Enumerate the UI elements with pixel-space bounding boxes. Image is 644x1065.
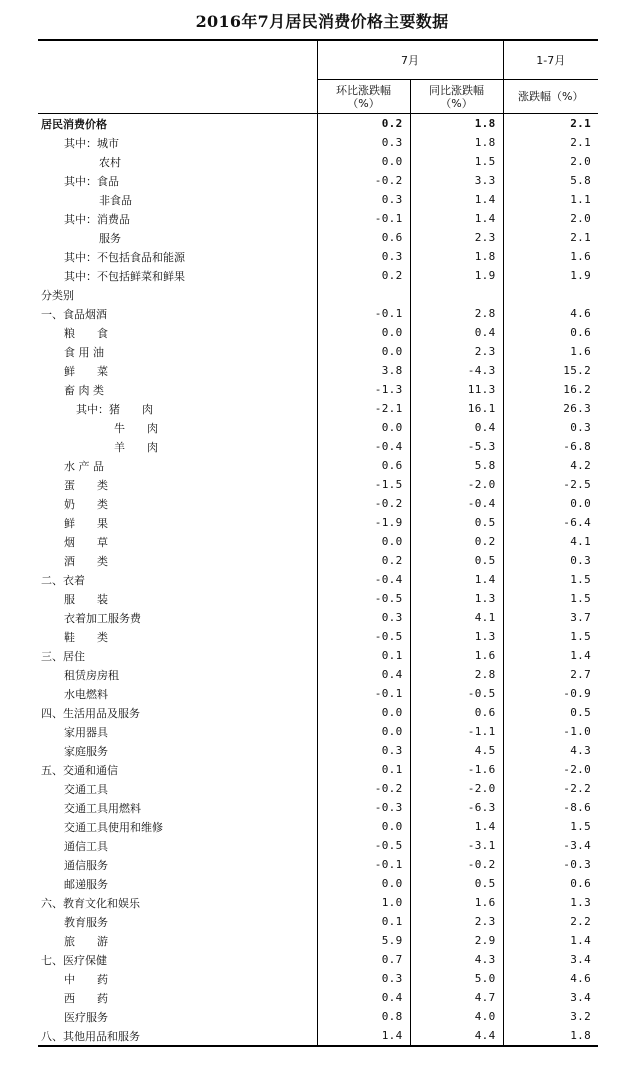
row-ytd-value: 1.6 [503,342,598,361]
table-row [38,912,598,931]
table-row [38,475,598,494]
row-ytd-value: 1.4 [503,646,598,665]
row-ytd-value: -0.3 [503,855,598,874]
row-ytd-value: 26.3 [503,399,598,418]
row-ytd-value: -6.4 [503,513,598,532]
row-yoy-value [410,285,503,304]
table-row [38,874,598,893]
row-yoy-value: 3.3 [410,171,503,190]
row-yoy-value: 4.1 [410,608,503,627]
row-label: 交通工具 [64,782,108,796]
table-row [38,418,598,437]
row-ytd-value: 2.7 [503,665,598,684]
row-yoy-value: 0.5 [410,874,503,893]
row-ytd-value: 2.1 [503,133,598,152]
row-mom-value: -0.5 [317,836,410,855]
row-ytd-value: -2.2 [503,779,598,798]
row-mom-value: 0.0 [317,874,410,893]
row-label: 租赁房房租 [64,668,119,682]
row-label: 其中：消费品 [64,212,130,226]
row-ytd-value: 1.8 [503,1026,598,1046]
row-label: 其中：猪 肉 [76,402,153,416]
table-row [38,513,598,532]
row-ytd-value: 4.1 [503,532,598,551]
row-ytd-value: 4.2 [503,456,598,475]
row-ytd-value: 1.6 [503,247,598,266]
table-row [38,551,598,570]
row-ytd-value: 1.5 [503,627,598,646]
table-row [38,969,598,988]
table-row [38,114,598,134]
row-yoy-value: 2.3 [410,912,503,931]
row-yoy-value: 4.0 [410,1007,503,1026]
row-yoy-value: 4.5 [410,741,503,760]
row-mom-value: 0.3 [317,247,410,266]
row-ytd-value: 1.3 [503,893,598,912]
table-row [38,323,598,342]
header-yoy-text: 同比涨跌幅 （%） [429,83,484,110]
row-label: 水电燃料 [64,687,108,701]
row-label: 非食品 [99,193,132,207]
row-label: 旅 游 [64,934,108,948]
row-label: 鲜 菜 [64,364,108,378]
row-mom-value: -1.3 [317,380,410,399]
row-label: 分类别 [41,288,74,302]
row-mom-value: -0.1 [317,684,410,703]
header-ytd: 1-7月 [503,40,598,80]
row-yoy-value: 2.3 [410,228,503,247]
row-label: 食 用 油 [64,345,104,359]
row-label: 服 装 [64,592,108,606]
table-row [38,646,598,665]
row-yoy-value: 4.3 [410,950,503,969]
table-row [38,304,598,323]
row-ytd-value: -0.9 [503,684,598,703]
row-mom-value: -0.3 [317,798,410,817]
row-yoy-value: 2.3 [410,342,503,361]
row-label: 衣着加工服务费 [64,611,141,625]
row-mom-value: 0.4 [317,665,410,684]
row-yoy-value: -6.3 [410,798,503,817]
row-yoy-value: 0.5 [410,513,503,532]
cpi-table [38,39,598,1047]
row-yoy-value: 1.8 [410,114,503,134]
row-label: 奶 类 [64,497,108,511]
row-mom-value: -0.5 [317,627,410,646]
row-yoy-value: 1.3 [410,589,503,608]
table-row [38,817,598,836]
row-label: 家用器具 [64,725,108,739]
header-yoy [410,80,503,114]
row-yoy-value: 1.5 [410,152,503,171]
row-mom-value: 0.3 [317,969,410,988]
row-label: 鲜 果 [64,516,108,530]
row-ytd-value: 0.3 [503,551,598,570]
row-ytd-value: 4.6 [503,969,598,988]
row-ytd-value: 1.4 [503,931,598,950]
row-ytd-value: -2.0 [503,760,598,779]
row-mom-value: -1.5 [317,475,410,494]
table-row [38,684,598,703]
row-ytd-value: 4.3 [503,741,598,760]
row-mom-value: -0.4 [317,570,410,589]
row-ytd-value: 1.1 [503,190,598,209]
row-mom-value: 0.1 [317,760,410,779]
row-yoy-value: 1.8 [410,133,503,152]
row-mom-value: -2.1 [317,399,410,418]
row-label: 西 药 [64,991,108,1005]
table-row [38,665,598,684]
row-label: 农村 [99,155,121,169]
row-yoy-value: 1.3 [410,627,503,646]
row-label: 居民消费价格 [41,117,107,131]
header-month: 7月 [317,40,503,80]
table-row [38,190,598,209]
table-row [38,779,598,798]
row-yoy-value: 0.6 [410,703,503,722]
table-row [38,627,598,646]
row-mom-value: 1.4 [317,1026,410,1046]
table-row [38,798,598,817]
row-label: 烟 草 [64,535,108,549]
row-mom-value: 0.2 [317,266,410,285]
row-yoy-value: 1.6 [410,893,503,912]
row-ytd-value: 1.9 [503,266,598,285]
table-row [38,1007,598,1026]
row-label: 六、教育文化和娱乐 [41,896,140,910]
row-label: 通信服务 [64,858,108,872]
table-row [38,266,598,285]
row-mom-value: -0.4 [317,437,410,456]
row-yoy-value: -1.1 [410,722,503,741]
row-mom-value: 3.8 [317,361,410,380]
row-mom-value [317,285,410,304]
row-yoy-value: -1.6 [410,760,503,779]
table-row [38,931,598,950]
table-row [38,152,598,171]
row-mom-value: 0.2 [317,114,410,134]
table-row [38,247,598,266]
table-row [38,893,598,912]
row-mom-value: 0.0 [317,323,410,342]
table-row [38,589,598,608]
row-yoy-value: -4.3 [410,361,503,380]
table-row [38,456,598,475]
row-yoy-value: 11.3 [410,380,503,399]
row-yoy-value: 1.4 [410,570,503,589]
row-ytd-value [503,285,598,304]
row-label: 其中：不包括食品和能源 [64,250,185,264]
row-ytd-value: 2.2 [503,912,598,931]
row-mom-value: -0.5 [317,589,410,608]
row-ytd-value: 0.6 [503,874,598,893]
table-row [38,608,598,627]
row-label: 水 产 品 [64,459,104,473]
row-yoy-value: 1.4 [410,817,503,836]
row-mom-value: 5.9 [317,931,410,950]
header-blank [38,40,317,114]
header-mom [317,80,410,114]
table-row [38,361,598,380]
row-mom-value: 0.3 [317,608,410,627]
row-yoy-value: 4.4 [410,1026,503,1046]
row-mom-value: -0.1 [317,209,410,228]
row-label: 一、食品烟酒 [41,307,107,321]
table-row [38,228,598,247]
row-label: 中 药 [64,972,108,986]
row-ytd-value: 3.7 [503,608,598,627]
row-label: 医疗服务 [64,1010,108,1024]
row-yoy-value: -0.2 [410,855,503,874]
row-ytd-value: -1.0 [503,722,598,741]
table-row [38,133,598,152]
row-label: 鞋 类 [64,630,108,644]
row-mom-value: 0.0 [317,703,410,722]
row-yoy-value: 1.4 [410,190,503,209]
row-mom-value: 0.1 [317,646,410,665]
table-row [38,836,598,855]
row-ytd-value: 2.1 [503,228,598,247]
row-ytd-value: 0.6 [503,323,598,342]
row-label: 粮 食 [64,326,108,340]
row-ytd-value: 2.0 [503,152,598,171]
row-label: 交通工具使用和维修 [64,820,163,834]
row-ytd-value: 1.5 [503,589,598,608]
table-row [38,855,598,874]
row-ytd-value: -3.4 [503,836,598,855]
row-ytd-value: -8.6 [503,798,598,817]
row-yoy-value: 4.7 [410,988,503,1007]
row-label: 家庭服务 [64,744,108,758]
row-yoy-value: 2.8 [410,665,503,684]
row-yoy-value: 0.5 [410,551,503,570]
table-row [38,950,598,969]
row-ytd-value: 2.0 [503,209,598,228]
row-label: 二、衣着 [41,573,85,587]
row-mom-value: 0.0 [317,532,410,551]
row-yoy-value: -2.0 [410,779,503,798]
table-row [38,380,598,399]
header-mom-text: 环比涨跌幅 （%） [336,83,391,110]
row-label: 四、生活用品及服务 [41,706,140,720]
table-row [38,722,598,741]
row-label: 牛 肉 [114,421,158,435]
row-label: 邮递服务 [64,877,108,891]
row-yoy-value: 1.4 [410,209,503,228]
row-mom-value: -0.1 [317,855,410,874]
row-label: 羊 肉 [114,440,158,454]
row-ytd-value: 3.4 [503,988,598,1007]
row-mom-value: 0.6 [317,228,410,247]
row-ytd-value: 2.1 [503,114,598,134]
row-yoy-value: -0.5 [410,684,503,703]
row-mom-value: 0.3 [317,741,410,760]
row-mom-value: -0.2 [317,779,410,798]
row-label: 三、居住 [41,649,85,663]
row-yoy-value: -0.4 [410,494,503,513]
table-row [38,760,598,779]
table-row [38,1026,598,1046]
row-mom-value: -0.1 [317,304,410,323]
row-label: 八、其他用品和服务 [38,1026,317,1046]
row-mom-value: -1.9 [317,513,410,532]
row-ytd-value: 0.5 [503,703,598,722]
row-yoy-value: -5.3 [410,437,503,456]
row-yoy-value: 5.0 [410,969,503,988]
table-row [38,285,598,304]
row-yoy-value: 0.4 [410,418,503,437]
row-yoy-value: 2.8 [410,304,503,323]
row-yoy-value: -3.1 [410,836,503,855]
row-yoy-value: 1.9 [410,266,503,285]
row-ytd-value: 0.0 [503,494,598,513]
row-mom-value: 0.7 [317,950,410,969]
row-ytd-value: 3.2 [503,1007,598,1026]
table-row [38,437,598,456]
row-yoy-value: 16.1 [410,399,503,418]
row-label: 畜 肉 类 [64,383,104,397]
table-title: 2016年7月居民消费价格主要数据 [195,12,449,31]
header-ytd-change: 涨跌幅（%） [503,80,598,114]
row-mom-value: 0.0 [317,152,410,171]
row-label: 其中：食品 [64,174,119,188]
row-ytd-value: 5.8 [503,171,598,190]
row-label: 其中：不包括鲜菜和鲜果 [64,269,185,283]
row-mom-value: 0.0 [317,722,410,741]
row-ytd-value: -2.5 [503,475,598,494]
row-ytd-value: 1.5 [503,570,598,589]
row-ytd-value: 3.4 [503,950,598,969]
row-mom-value: 0.0 [317,418,410,437]
row-mom-value: 0.3 [317,133,410,152]
row-ytd-value: 15.2 [503,361,598,380]
row-mom-value: 0.4 [317,988,410,1007]
row-yoy-value: 0.4 [410,323,503,342]
row-label: 酒 类 [64,554,108,568]
row-label: 七、医疗保健 [41,953,107,967]
row-label: 服务 [99,231,121,245]
table-row [38,988,598,1007]
row-mom-value: 0.3 [317,190,410,209]
table-row [38,494,598,513]
row-label: 蛋 类 [64,478,108,492]
row-mom-value: 1.0 [317,893,410,912]
row-label: 教育服务 [64,915,108,929]
row-label: 其中：城市 [64,136,119,150]
row-ytd-value: 16.2 [503,380,598,399]
row-yoy-value: 0.2 [410,532,503,551]
row-mom-value: 0.8 [317,1007,410,1026]
row-label: 五、交通和通信 [41,763,118,777]
row-mom-value: 0.6 [317,456,410,475]
row-ytd-value: 1.5 [503,817,598,836]
row-yoy-value: 1.8 [410,247,503,266]
table-row [38,171,598,190]
row-label: 通信工具 [64,839,108,853]
row-mom-value: -0.2 [317,171,410,190]
row-ytd-value: -6.8 [503,437,598,456]
row-mom-value: 0.2 [317,551,410,570]
table-row [38,209,598,228]
table-row [38,342,598,361]
row-yoy-value: 5.8 [410,456,503,475]
row-ytd-value: 4.6 [503,304,598,323]
table-row [38,741,598,760]
table-row [38,399,598,418]
row-mom-value: 0.0 [317,342,410,361]
row-mom-value: 0.0 [317,817,410,836]
row-ytd-value: 0.3 [503,418,598,437]
row-yoy-value: -2.0 [410,475,503,494]
row-yoy-value: 1.6 [410,646,503,665]
row-label: 交通工具用燃料 [64,801,141,815]
row-mom-value: 0.1 [317,912,410,931]
row-yoy-value: 2.9 [410,931,503,950]
row-mom-value: -0.2 [317,494,410,513]
table-row [38,532,598,551]
table-body [38,114,598,1047]
table-row [38,703,598,722]
table-row [38,570,598,589]
